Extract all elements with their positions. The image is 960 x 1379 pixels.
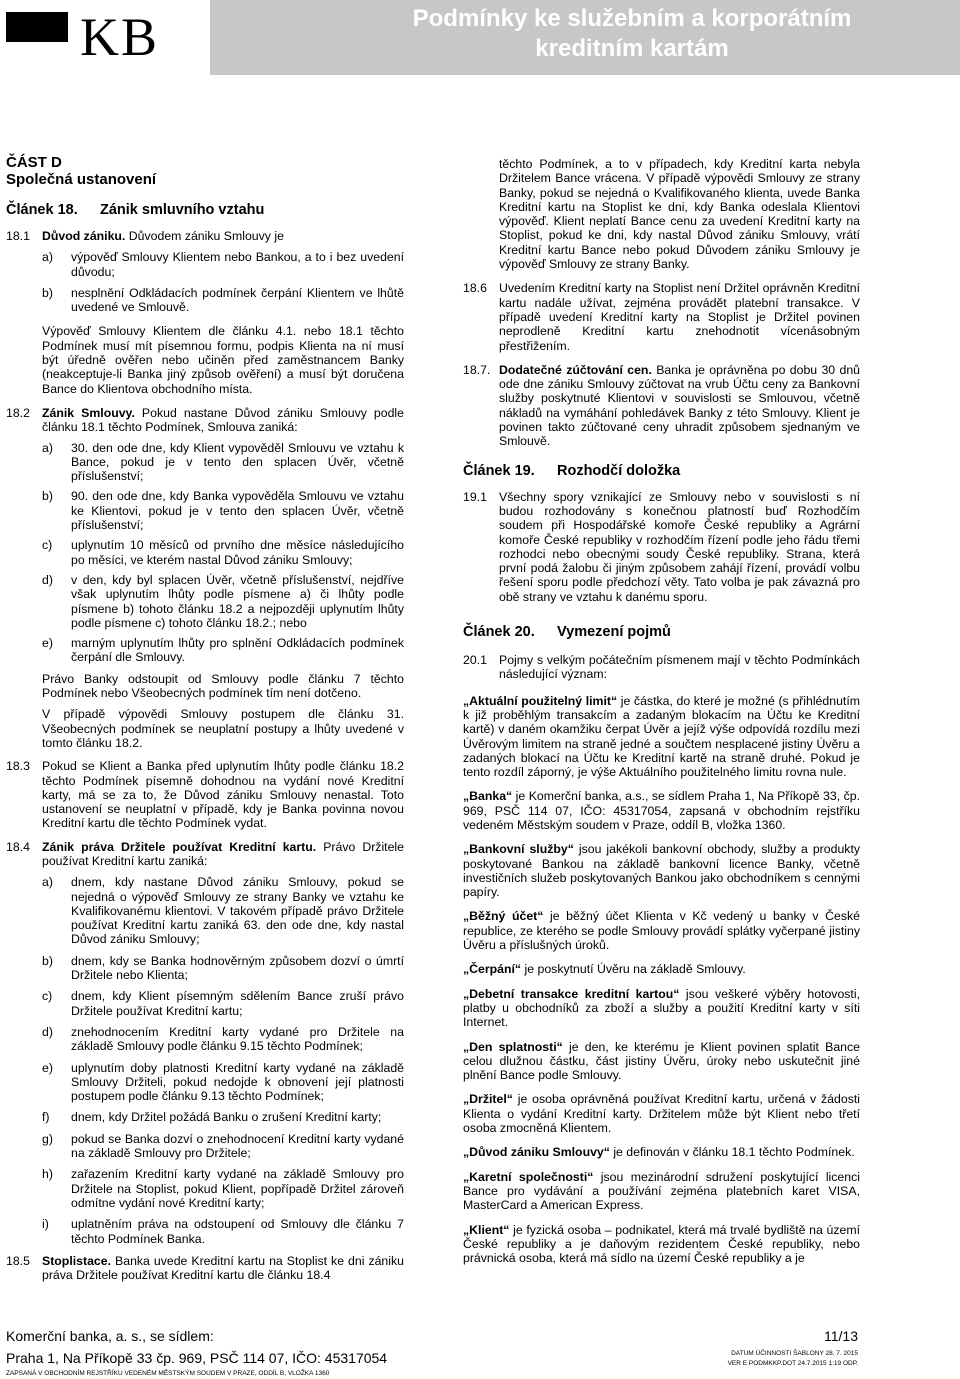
definition-text: jsou veškeré výběry hotovosti, platby u obchodníků za zboží a služby a použití Kreditní karty v síti Internet.	[463, 986, 860, 1030]
definition	[463, 1170, 860, 1213]
section-intro: Důvodem zániku Smlouvy je	[125, 229, 284, 243]
footer-registry: ZAPSANÁ V OBCHODNÍM REJSTŘÍKU VEDENÉM MĚSTSKÝM SOUDEM V PRAZE, ODDÍL B, VLOŽKA 1360	[6, 1370, 330, 1377]
list-item: e) marným uplynutím lhůty pro splnění Odkládacích podmínek čerpání dle Smlouvy.	[42, 636, 404, 665]
section-18-3: 18.3 Pokud se Klient a Banka před uplynutím lhůty podle článku 18.2 těchto Podmínek písemně dohodnou na vydání nové Kreditní karty, má se za to, že Důvod zániku Smlouvy nenastal. Toto ustanovení se neuplatní v případě, kdy je Banka povinna novou Kreditní kartu dle těchto Podmínek vydat.	[6, 759, 404, 831]
section-title: Stoplistace.	[42, 1253, 112, 1268]
definition	[463, 1040, 860, 1083]
list-item: h) zařazením Kreditní karty vydané na základě Smlouvy pro Držitele na Stoplist, pokud Klient, popřípadě Držitel zároveň odmítne vydání nové Kreditní karty;	[42, 1167, 404, 1210]
section-title: Dodatečné zúčtování cen.	[499, 362, 652, 377]
page-number: 11/13	[824, 1328, 858, 1344]
section-18-1	[6, 229, 404, 396]
definition	[463, 789, 860, 832]
list-item: g) pokud se Banka dozví o znehodnocení Kreditní karty vydané na základě Smlouvy pro Držitele;	[42, 1131, 404, 1161]
definition	[463, 987, 860, 1030]
part-name: Společná ustanovení	[6, 171, 157, 188]
list-item: d) v den, kdy byl splacen Úvěr, včetně příslušenství, nejdříve však uplynutím lhůty podle písmene a) či lhůty podle písmene b) tohoto článku 18.2 a nejpozději uplynutím lhůty podle písmene c) tohoto článku 18.2.; nebo	[42, 572, 404, 630]
list-item: c) dnem, kdy Klient písemným sdělením Bance zruší právo Držitele používat Kreditní kartu;	[42, 989, 404, 1018]
kb-logo-mark	[6, 12, 68, 64]
footer-address: Praha 1, Na Příkopě 33 čp. 969, PSČ 114 07, IČO: 45317054	[6, 1350, 388, 1366]
definition	[463, 962, 860, 976]
definition-term: „Bankovní služby“	[463, 842, 574, 857]
definition-text: je poskytnutí Úvěru na základě Smlouvy.	[521, 962, 746, 977]
list-item: a) dnem, kdy nastane Důvod zániku Smlouvy, pokud se nejedná o výpověď Smlouvy ze strany Banky ve vztahu ke Kvalifikovanému klientovi. V takovém případě právo Držitele používat Kreditní kartu zaniká 63. den ode dne, kdy nastal Důvod zániku Smlouvy;	[42, 875, 404, 947]
section-title: Zánik práva Držitele používat Kreditní kartu.	[42, 839, 317, 854]
footer-meta: DATUM ÚČINNOSTI ŠABLONY 28. 7. 2015 VER E PODMKKP.DOT 24.7.2015 1:19 ODP.	[727, 1350, 858, 1367]
definition-text: je běžný účet Klienta v Kč vedený u banky v České republice, ze kterého se podle Smlouvy provádí splátky vyčerpané jistiny Úvěru a příslušných úroků.	[463, 909, 860, 953]
section-18-7: 18.7. Dodatečné zúčtování cen. Banka je oprávněna po dobu 30 dnů ode dne zániku Smlouvy zúčtovat na vrub Účtu ceny za Bankovní služby poskytnuté Klientovi v souvislosti se Smlouvou, včetně nákladů na vymáhání pohledávek Banky z této Smlouvy. Klient je povinen takto zúčtované ceny uhradit způsobem sjednaným ve Smlouvě.	[463, 362, 860, 449]
definition-text: jsou jakékoli bankovní obchody, služby a produkty poskytované Bankou na základě bankovní licence Banky, včetně investičních služeb poskytovaných Bankou jako obchodníkem s cennými papíry.	[463, 842, 861, 900]
list-item: c) uplynutím 10 měsíců od prvního dne měsíce následujícího po měsíci, ve kterém nastal Důvod zániku Smlouvy;	[42, 538, 404, 567]
list-item: a) 30. den ode dne, kdy Klient vypověděl Smlouvu ve vztahu k Bance, pokud je v tento den splacen Úvěr, včetně příslušenství;	[42, 440, 404, 484]
section-title: Zánik Smlouvy.	[42, 405, 135, 420]
section-18-5: 18.5 Stoplistace. Banka uvede Kreditní kartu na Stoplist ke dni zániku práva Držitele používat Kreditní kartu dle článku 18.4	[6, 1253, 404, 1283]
definition-term: „Důvod zániku Smlouvy“	[463, 1145, 610, 1160]
definition-term: „Klient“	[463, 1222, 510, 1237]
article-18-heading	[6, 202, 404, 219]
definition	[463, 1092, 860, 1135]
kb-logo-text: KB	[80, 7, 160, 67]
list-item: b) nesplnění Odkládacích podmínek čerpání Klientem ve lhůtě uvedené ve Smlouvě.	[42, 285, 404, 315]
definition-term: „Čerpání“	[463, 962, 522, 977]
paragraph: Výpověď Smlouvy Klientem dle článku 4.1. nebo 18.1 těchto Podmínek musí mít písemnou formu, podpis Klienta na ní musí být úředně ověřen nebo učiněn před zaměstnancem Banky (neakceptuje-li Banka jiný způsob ověření) a musí být doručena Bance do Klientova obchodního místa.	[42, 324, 404, 396]
footer-company: Komerční banka, a. s., se sídlem:	[6, 1328, 214, 1344]
definition	[463, 909, 860, 952]
definition	[463, 842, 860, 899]
section-number: 18.1	[6, 229, 30, 243]
section-18-6: 18.6 Uvedením Kreditní karty na Stoplist není Držitel oprávněn Kreditní kartu nadále užívat, zejména provádět platební transakce. V případě uvedení Kreditní karty na Stoplist je Držitel povinen neprodleně Kreditní kartu znehodnotit vícenásobným přestřižením.	[463, 281, 860, 353]
definitions-list	[463, 694, 860, 1266]
definition-text: jsou mezinárodní sdružení poskytující licenci Bance pro vydávání a používání zejména platebních karet VISA, MasterCard a American Express.	[463, 1169, 860, 1213]
section-20-1: 20.1 Pojmy s velkým počátečním písmenem mají v těchto Podmínkách následující význam:	[463, 653, 860, 682]
article-20-heading: Článek 20. Vymezení pojmů	[463, 624, 671, 641]
list-item: b) dnem, kdy se Banka hodnověrným způsobem dozví o úmrtí Držitele nebo Klienta;	[42, 953, 404, 983]
definition-text: je Komerční banka, a.s., se sídlem Praha 1, Na Příkopě 33, čp. 969, PSČ 114 07, IČO: 45317054, zapsaná v obchodním rejstříku vedeném Městským soudem v Praze, oddíl B, vložka 1360.	[463, 789, 860, 832]
article-19-heading: Článek 19. Rozhodčí doložka	[463, 462, 681, 479]
article-number: Článek 18.	[6, 202, 78, 218]
list-item: e) uplynutím doby platnosti Kreditní karty vydané na základě Smlouvy Držiteli, pokud nedojde k obnovení její platnosti postupem podle článku 9.13 těchto Podmínek;	[42, 1060, 404, 1104]
definition-term: „Den splatnosti“	[463, 1039, 563, 1054]
article-name: Zánik smluvního vztahu	[100, 202, 265, 218]
section-title: Důvod zániku.	[42, 229, 126, 243]
header-band	[0, 0, 960, 75]
definition-text: je částka, do které je možné (s přihlédnutím k již proběhlým transakcím a zadaným blokacím na Účtu ke Kreditní kartě) v daném okamžiku čerpat Úvěr a jejíž výše odpovídá rozdílu mezi Úvěrovým limitem na straně jedné a součtem nesplacené jistiny Úvěru a zadaných blokací na Účtu ke Kreditní kartě na straně druhé. Pokud je tento rozdíl záporný, je výše Aktuálního použitelného limitu rovna nule.	[463, 693, 860, 780]
paragraph: Právo Banky odstoupit od Smlouvy podle článku 7 těchto Podmínek nebo Všeobecných podmínek tím není dotčeno.	[42, 671, 404, 701]
definition-term: „Banka“	[463, 789, 513, 804]
paragraph-continued: těchto Podmínek, a to v případech, kdy Kreditní karta nebyla Držitelem Bance vrácena. V případě výpovědi Smlouvy ze strany Banky, pokud se nejedná o Kvalifikovaného klienta, uvede Banka Kreditní kartu na Stoplist ke dni, kdy Banka odeslala Klientovi výpověď. Klient neplatí Bance cenu za uvedení Kreditní karty na Stoplist, pokud ke dni, kdy nastal Důvod zániku Smlouvy, vrátí Kreditní kartu Bance nebo pokud Důvodem zániku Smlouvy je výpověď Smlouvy ze strany Banky.	[499, 157, 860, 272]
kb-logo	[0, 0, 210, 75]
list-item: d) znehodnocením Kreditní karty vydané pro Držitele na základě Smlouvy podle článku 9.15 těchto Podmínek;	[42, 1024, 404, 1054]
section-number: 18.2	[6, 405, 30, 420]
definition-term: „Běžný účet“	[463, 909, 544, 924]
section-18-4: 18.4 Zánik práva Držitele používat Kreditní kartu. Právo Držitele používat Kreditní kartu zaniká: a) dnem, kdy nastane Důvod zániku Smlouvy, pokud se nejedná o výpověď Smlouvy ze strany Banky ve vztahu ke Kvalifikovanému klientovi. V takovém případě právo Držitele používat Kreditní kartu zaniká 63. den ode dne, kdy nastal Důvod zániku Smlouvy; b) dnem, kdy se Banka hodnověrným způsobem dozví o úmrtí Držitele nebo Klienta; c) dnem, kdy Klient písemným sdělením Bance zruší právo Držitele používat Kreditní kartu; d) znehodnocením Kreditní karty vydané pro Držitele na základě Smlouvy podle článku 9.15 těchto Podmínek; e) uplynutím doby platnosti Kreditní karty vydané na základě Smlouvy Držiteli, pokud nedojde k obnovení její platnosti postupem podle článku 9.13 těchto Podmínek; f) dnem, kdy Držitel požádá Banku o zrušení Kreditní karty; g) pokud se Banka dozví o znehodnocení Kreditní karty vydané na základě Smlouvy pro Držitele; h) zařazením Kreditní karty vydané na základě Smlouvy pro Držitele na Stoplist, pokud Klient, popřípadě Držitel zároveň odmítne vydání nové Kreditní karty; i) uplatněním práva na odstoupení od Smlouvy dle článku 7 těchto Podmínek Banka.	[6, 839, 404, 1246]
definition-term: „Karetní společnosti“	[463, 1169, 594, 1184]
list-item: i) uplatněním práva na odstoupení od Smlouvy dle článku 7 těchto Podmínek Banka.	[42, 1217, 404, 1246]
part-label: ČÁST D	[6, 154, 62, 171]
definition-text: je fyzická osoba – podnikatel, která má trvalé bydliště na území České republiky a je daňovým rezidentem České republiky, nebo právnická osoba, která má sídlo na území České republiky a je	[463, 1222, 860, 1266]
paragraph: Pokud se Klient a Banka před uplynutím lhůty podle článku 18.2 těchto Podmínek písemně dohodnou na vydání nové Kreditní karty, má se za to, že Důvod zániku Smlouvy nenastal. Toto ustanovení se neuplatní v případě, kdy je Banka povinna novou Kreditní kartu dle těchto Podmínek vydat.	[42, 759, 404, 831]
definition	[463, 1223, 860, 1266]
left-column	[6, 154, 404, 1282]
definition	[463, 1145, 860, 1159]
definition-text: je osoba oprávněná používat Kreditní kartu, určená v žádosti Klienta o vydání Kreditní karty. Držitelem může být Klient nebo třetí osoba zmocněná Klientem.	[463, 1092, 860, 1136]
section-18-2: 18.2 Zánik Smlouvy. Pokud nastane Důvod zániku Smlouvy podle článku 18.1 těchto Podmínek, Smlouva zaniká: a) 30. den ode dne, kdy Klient vypověděl Smlouvu ve vztahu k Bance, pokud je v tento den splacen Úvěr, včetně příslušenství; b) 90. den ode dne, kdy Banka vypověděla Smlouvu ve vztahu ke Klientovi, pokud je v tento den splacen Úvěr, včetně příslušenství; c) uplynutím 10 měsíců od prvního dne měsíce následujícího po měsíci, ve kterém nastal Důvod zániku Smlouvy; d) v den, kdy byl splacen Úvěr, včetně příslušenství, nejdříve však uplynutím lhůty podle písmene a) či lhůty podle písmene b) tohoto článku 18.2 a nejpozději uplynutím lhůty podle písmene c) tohoto článku 18.2.; nebo e) marným uplynutím lhůty pro splnění Odkládacích podmínek čerpání dle Smlouvy. Právo Banky odstoupit od Smlouvy podle článku 7 těchto Podmínek nebo Všeobecných podmínek tím není dotčeno. V případě výpovědi Smlouvy postupem dle článku 31. Všeobecných podmínek se neuplatní postupy a lhůty uvedené v tomto článku 18.2.	[6, 405, 404, 750]
document-title: Podmínky ke služebním a korporátním kreditním kartám	[412, 5, 852, 62]
definition-term: „Debetní transakce kreditní kartou“	[463, 986, 680, 1001]
right-column	[463, 157, 860, 1265]
footer	[6, 1328, 860, 1378]
definition-text: je den, ke kterému je Klient povinen splatit Bance celou dlužnou částku, část jistiny Úvěru, úroky nebo uskutečnit jiné plnění Bance podle Smlouvy.	[463, 1039, 860, 1083]
definition-text: je definován v článku 18.1 těchto Podmínek.	[609, 1145, 855, 1160]
definition	[463, 694, 860, 780]
definition-term: „Držitel“	[463, 1092, 513, 1107]
list-item: f) dnem, kdy Držitel požádá Banku o zrušení Kreditní karty;	[42, 1110, 382, 1125]
list-item: b) 90. den ode dne, kdy Banka vypověděla Smlouvu ve vztahu ke Klientovi, pokud je v tento den splacen Úvěr, včetně příslušenství;	[42, 489, 404, 533]
list-item: a) výpověď Smlouvy Klientem nebo Bankou, a to i bez uvedení důvodu;	[42, 250, 404, 279]
paragraph: V případě výpovědi Smlouvy postupem dle článku 31. Všeobecných podmínek se neuplatní postupy a lhůty uvedené v tomto článku 18.2.	[42, 707, 404, 750]
section-19-1: 19.1 Všechny spory vznikající ze Smlouvy nebo v souvislosti s ní budou rozhodovány s konečnou platností buď Rozhodčím soudem při Hospodářské komoře České republiky a Agrární komoře České republiky v rozhodčím řízení podle jeho řádu třemi rozhodci nebo obecnými soudy České republiky. Strana, která první podá žalobu či jiným způsobem zahájí řízení, provádí volbu řešení sporu podle předchozí věty. Tato volba je pak závazná pro obě strany ve vztahu k danému sporu.	[463, 489, 860, 604]
definition-term: „Aktuální použitelný limit“	[463, 693, 618, 708]
